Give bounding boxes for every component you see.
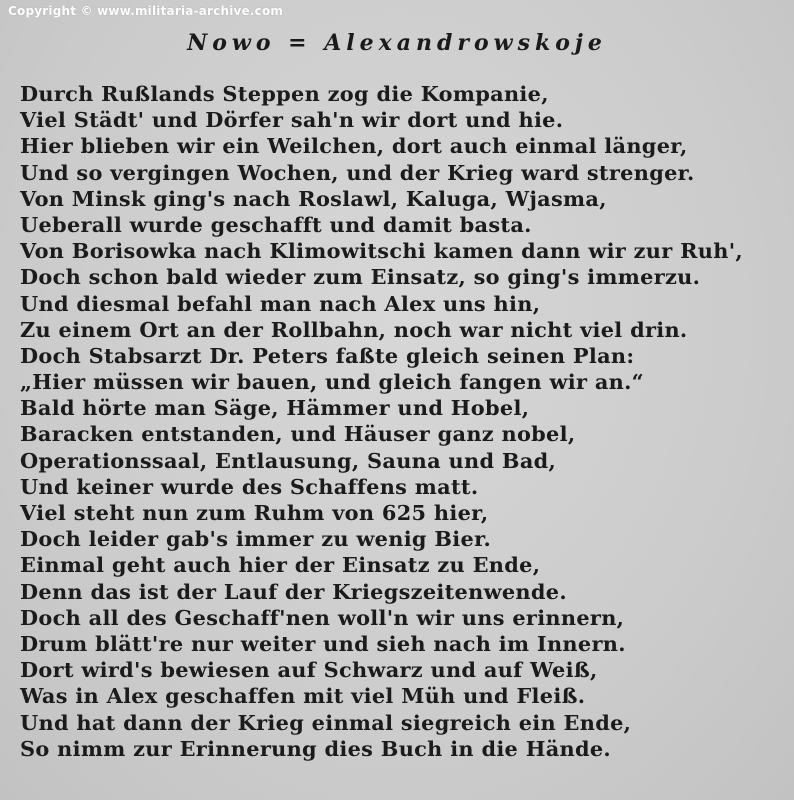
poem-line: Ueberall wurde geschafft und damit basta. bbox=[20, 211, 532, 237]
poem-line: Doch schon bald wieder zum Einsatz, so ging's immerzu. bbox=[20, 264, 701, 290]
poem-line: Und hat dann der Krieg einmal siegreich ein Ende, bbox=[20, 709, 632, 735]
poem-line: Operationssaal, Entlausung, Sauna und Bad, bbox=[20, 447, 557, 473]
poem-line: „Hier müssen wir bauen, und gleich fangen wir an.“ bbox=[20, 369, 644, 395]
poem-line: Viel steht nun zum Ruhm von 625 hier, bbox=[20, 500, 489, 525]
poem-line: Viel Städt' und Dörfer sah'n wir dort und hie. bbox=[20, 107, 564, 133]
poem-line: Hier blieben wir ein Weilchen, dort auch einmal länger, bbox=[20, 133, 688, 159]
poem-line: So nimm zur Erinnerung dies Buch in die Hände. bbox=[20, 735, 611, 761]
poem-line: Was in Alex geschaffen mit viel Müh und Fleiß. bbox=[20, 683, 586, 709]
copyright-watermark: Copyright © www.militaria-archive.com bbox=[8, 4, 284, 18]
poem-line: Drum blätt're nur weiter und sieh nach im Innern. bbox=[20, 630, 626, 656]
poem-line: Und diesmal befahl man nach Alex uns hin, bbox=[20, 290, 541, 316]
poem-line: Denn das ist der Lauf der Kriegszeitenwende. bbox=[20, 578, 567, 604]
poem-line: Von Borisowka nach Klimowitschi kamen dann wir zur Ruh', bbox=[20, 238, 743, 264]
poem-body bbox=[20, 81, 790, 762]
poem-line: Doch Stabsarzt Dr. Peters faßte gleich seinen Plan: bbox=[20, 342, 635, 368]
poem-title: Nowo = Alexandrowskoje bbox=[187, 30, 607, 56]
poem-line: Und so vergingen Wochen, und der Krieg ward strenger. bbox=[20, 159, 695, 185]
poem-line: Und keiner wurde des Schaffens matt. bbox=[20, 473, 479, 499]
poem-line: Einmal geht auch hier der Einsatz zu Ende, bbox=[20, 552, 541, 578]
poem-line: Dort wird's bewiesen auf Schwarz und auf Weiß, bbox=[20, 657, 598, 683]
poem-line: Bald hörte man Säge, Hämmer und Hobel, bbox=[20, 395, 530, 421]
poem-line: Doch leider gab's immer zu wenig Bier. bbox=[20, 526, 492, 552]
poem-line: Baracken entstanden, und Häuser ganz nobel, bbox=[20, 421, 576, 447]
poem-line: Durch Rußlands Steppen zog die Kompanie, bbox=[20, 81, 549, 106]
poem-line: Zu einem Ort an der Rollbahn, noch war nicht viel drin. bbox=[20, 316, 688, 342]
poem-line: Von Minsk ging's nach Roslawl, Kaluga, Wjasma, bbox=[20, 185, 607, 211]
poem-line: Doch all des Geschaff'nen woll'n wir uns erinnern, bbox=[20, 604, 625, 630]
